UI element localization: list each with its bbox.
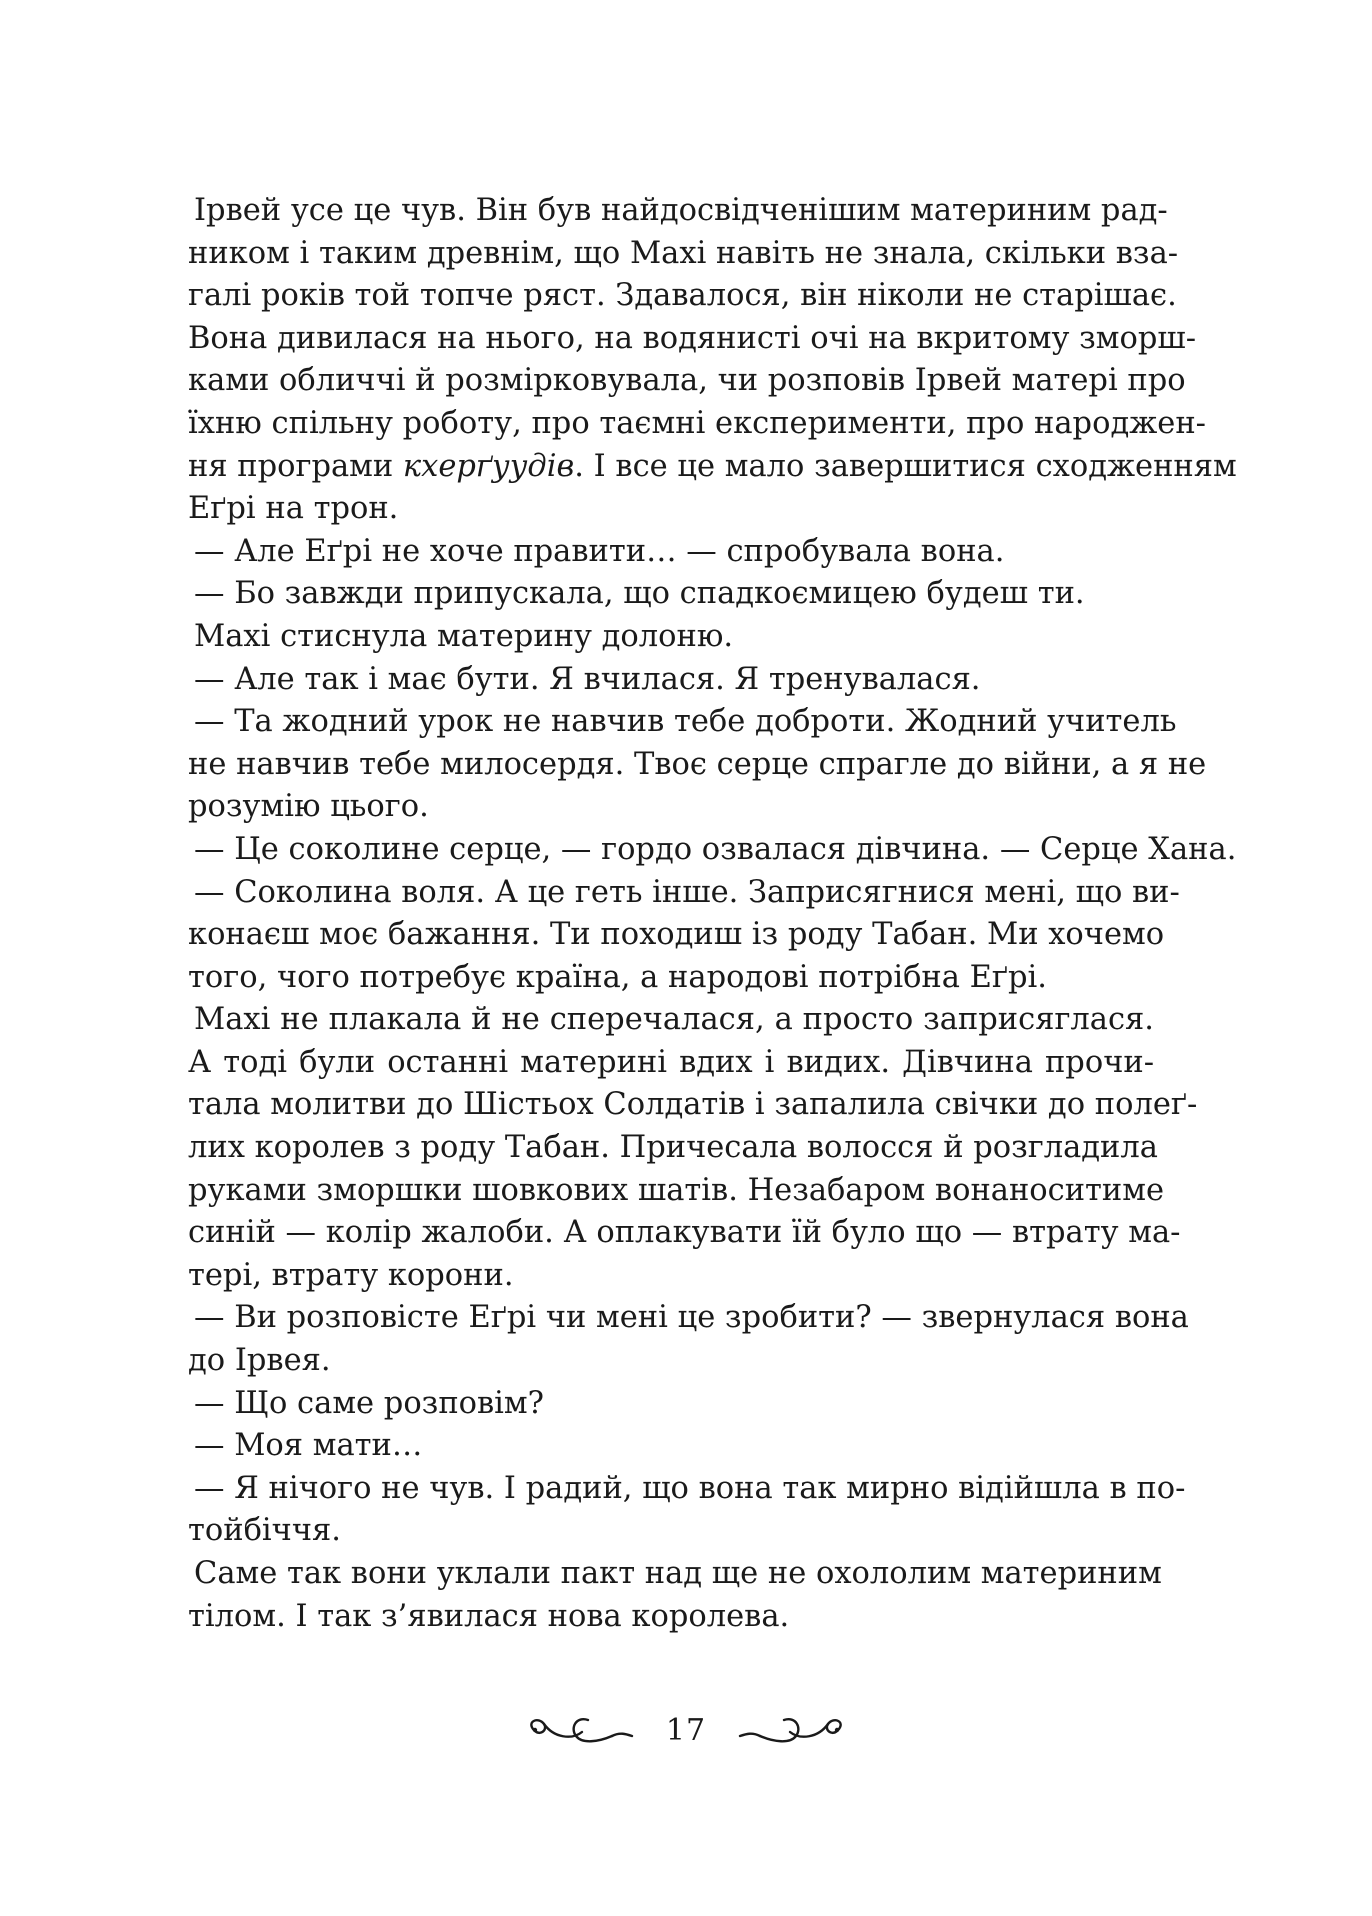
paragraph	[182, 999, 1198, 1297]
text-run: — Це соколине серце, — гордо озвалася дівчина. — Серце Хана.	[194, 831, 1237, 867]
text-run: — Моя мати…	[194, 1428, 423, 1464]
text-line	[182, 488, 1154, 531]
text-line	[182, 1425, 1154, 1468]
text-run: — Ви розповісте Еґрі чи мені це зробити? — звернулася вона	[194, 1300, 1189, 1336]
text-run: розумію цього.	[188, 789, 429, 825]
scroll-flourish-right-icon	[732, 1710, 852, 1750]
text-line	[182, 914, 1165, 957]
text-line	[182, 360, 1186, 403]
body-text	[182, 190, 1237, 1638]
text-run: галі років той топче ряст. Здавалося, він ніколи не старішає.	[188, 278, 1177, 314]
text-line	[182, 829, 1237, 872]
paragraph	[182, 829, 1237, 872]
text-line	[182, 659, 1154, 702]
text-line	[182, 190, 1168, 233]
text-line	[182, 1170, 1165, 1213]
text-run: тойбіччя.	[188, 1513, 341, 1549]
text-run: — Що саме розповім?	[194, 1385, 545, 1421]
paragraph	[182, 872, 1180, 1000]
text-run: тері, втрату корони.	[188, 1257, 514, 1293]
paragraph	[182, 659, 1154, 702]
text-line	[182, 744, 1207, 787]
text-run: Ірвей усе це чув. Він був найдосвідченішим материним рад-	[194, 193, 1168, 228]
text-line	[182, 786, 1154, 829]
text-run: Еґрі на трон.	[188, 491, 399, 527]
paragraph	[182, 701, 1207, 829]
text-line	[182, 1042, 1154, 1085]
text-run: ником і таким древнім, що Махі навіть не знала, скільки вза-	[188, 235, 1179, 271]
text-line	[182, 1255, 1154, 1298]
paragraph	[182, 1297, 1189, 1382]
text-run: — Але Еґрі не хоче правити… — спробувала вона.	[194, 533, 1005, 569]
text-run: ками обличчі й розмірковувала, чи розповів Ірвей матері про	[188, 363, 1186, 399]
text-run: синій — колір жалоби. А оплакувати їй було що — втрату ма-	[188, 1215, 1181, 1251]
page-number: 17	[665, 1712, 707, 1748]
text-run: не навчив тебе милосердя. Твоє серце спрагле до війни, а я не	[188, 746, 1207, 782]
text-line	[182, 403, 1206, 446]
text-line	[182, 446, 1237, 489]
text-line	[182, 1127, 1158, 1170]
text-run: — Бо завжди припускала, що спадкоємицею будеш ти.	[194, 576, 1085, 612]
text-run: тілом. І так з’явилася нова королева.	[188, 1598, 790, 1634]
text-run: Саме так вони уклали пакт над ще не охололим материним	[194, 1556, 1162, 1591]
text-line	[182, 1297, 1189, 1340]
paragraph	[182, 573, 1154, 616]
text-line	[182, 1212, 1181, 1255]
text-run: руками зморшки шовкових шатів. Незабаром вонаноситиме	[188, 1172, 1165, 1208]
text-line	[182, 616, 1154, 659]
text-run: Махі стиснула материну долоню.	[194, 618, 734, 654]
italic-term: кхерґуудів	[402, 448, 575, 484]
text-run: тала молитви до Шістьох Солдатів і запалила свічки до полеґ-	[188, 1087, 1198, 1123]
text-line	[182, 957, 1154, 1000]
text-line	[182, 1553, 1162, 1596]
text-line	[182, 1340, 1154, 1383]
scroll-flourish-left-icon	[520, 1710, 640, 1750]
text-line	[182, 573, 1154, 616]
paragraph	[182, 531, 1154, 574]
text-line	[182, 1383, 1154, 1426]
text-line	[182, 1468, 1186, 1511]
text-run: — Я нічого не чув. І радий, що вона так мирно відійшла в по-	[194, 1470, 1186, 1506]
text-line	[182, 1510, 1154, 1553]
page-footer	[0, 1700, 1372, 1760]
text-line	[182, 233, 1179, 276]
text-run: Вона дивилася на нього, на водянисті очі на вкритому зморш-	[188, 320, 1197, 356]
text-line	[182, 531, 1154, 574]
text-line	[182, 872, 1180, 915]
paragraph	[182, 616, 1154, 659]
paragraph	[182, 1425, 1154, 1468]
text-run: — Але так і має бути. Я вчилася. Я тренувалася.	[194, 661, 981, 697]
text-run: лих королев з роду Табан. Причесала волосся й розгладила	[188, 1130, 1158, 1166]
paragraph	[182, 1553, 1162, 1638]
paragraph	[182, 1383, 1154, 1426]
text-run: їхню спільну роботу, про таємні експерименти, про народжен-	[188, 405, 1206, 441]
paragraph	[182, 1468, 1186, 1553]
text-run: ня програми	[188, 448, 403, 484]
text-run: — Соколина воля. А це геть інше. Заприсягнися мені, що ви-	[194, 874, 1180, 910]
text-line	[182, 275, 1177, 318]
text-line	[182, 999, 1154, 1042]
text-run: конаєш моє бажання. Ти походиш із роду Табан. Ми хочемо	[188, 917, 1165, 953]
text-line	[182, 701, 1177, 744]
text-run: того, чого потребує країна, а народові потрібна Еґрі.	[188, 959, 1048, 995]
text-run: А тоді були останні материні вдих і видих. Дівчина прочи-	[188, 1044, 1154, 1080]
text-line	[182, 1084, 1198, 1127]
paragraph	[182, 190, 1237, 531]
text-run: — Та жодний урок не навчив тебе доброти. Жодний учитель	[194, 704, 1177, 740]
text-line	[182, 1596, 1154, 1639]
text-run: до Ірвея.	[188, 1343, 331, 1379]
text-run: Махі не плакала й не сперечалася, а просто заприсяглася.	[194, 1002, 1154, 1038]
text-line	[182, 318, 1197, 361]
text-run: . І все це мало завершитися сходженням	[574, 448, 1237, 484]
